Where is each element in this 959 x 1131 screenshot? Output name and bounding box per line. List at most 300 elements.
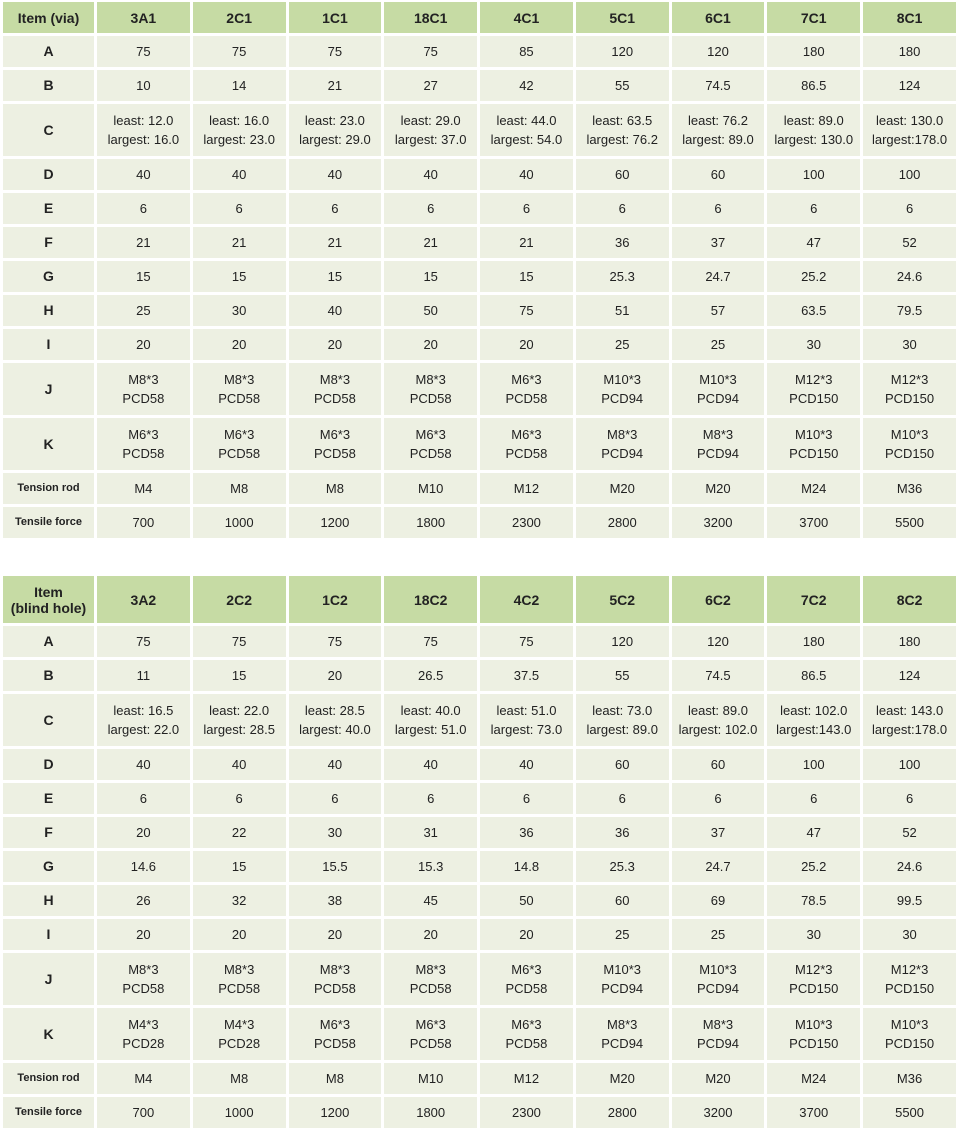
cell-text: PCD28 <box>218 1036 261 1051</box>
table-row <box>3 953 956 1005</box>
cell-text: 120 <box>611 44 634 59</box>
cell-text: PCD58 <box>122 391 165 406</box>
value-cell <box>767 1063 860 1094</box>
value-cell <box>672 694 765 746</box>
value-cell <box>863 70 956 101</box>
cell-text: PCD150 <box>884 446 935 461</box>
cell-text: 32 <box>231 893 247 908</box>
cell-text: 20 <box>231 927 247 942</box>
value-cell <box>767 418 860 470</box>
value-cell <box>480 783 573 814</box>
value-cell <box>480 261 573 292</box>
value-cell <box>384 749 477 780</box>
cell-text: largest: 102.0 <box>678 722 758 737</box>
cell-text: 3200 <box>703 515 733 530</box>
cell-text: 40 <box>231 167 247 182</box>
cell-text: 1800 <box>416 515 446 530</box>
value-cell <box>289 193 382 224</box>
cell-text: 1000 <box>224 1105 254 1120</box>
cell-text: 75 <box>423 44 438 59</box>
cell-text: M10*3 <box>794 427 833 442</box>
value-cell <box>193 159 286 190</box>
cell-text: 74.5 <box>705 668 731 683</box>
cell-text: 120 <box>707 44 729 59</box>
value-cell <box>767 885 860 916</box>
value-cell <box>193 261 286 292</box>
value-cell <box>863 261 956 292</box>
value-cell <box>576 694 669 746</box>
cell-text: 40 <box>423 757 438 772</box>
value-cell <box>193 104 286 156</box>
cell-text: largest: 22.0 <box>107 722 180 737</box>
value-cell <box>480 159 573 190</box>
model-header: 7C1 <box>767 2 860 33</box>
cell-text: 25 <box>614 927 630 942</box>
cell-text: 40 <box>519 167 534 182</box>
value-cell <box>289 363 382 415</box>
cell-text: PCD58 <box>409 1036 452 1051</box>
value-cell <box>863 660 956 691</box>
cell-text: largest: 54.0 <box>490 132 563 147</box>
value-cell <box>480 70 573 101</box>
cell-text: M8 <box>230 1071 249 1086</box>
cell-text: 24.7 <box>705 859 731 874</box>
value-cell <box>97 1063 190 1094</box>
value-cell <box>480 363 573 415</box>
value-cell <box>863 1063 956 1094</box>
value-cell <box>672 507 765 538</box>
cell-text: 6 <box>427 201 435 216</box>
cell-text: least: 16.0 <box>209 113 270 128</box>
row-label: K <box>3 1008 94 1060</box>
cell-text: 24.7 <box>705 269 731 284</box>
cell-text: 47 <box>806 235 821 250</box>
value-cell <box>289 295 382 326</box>
cell-text: 75 <box>231 634 247 649</box>
value-cell <box>193 193 286 224</box>
header-row <box>3 2 956 33</box>
value-cell <box>97 159 190 190</box>
cell-text: 25 <box>614 337 630 352</box>
cell-text: M20 <box>705 1071 731 1086</box>
cell-text: 15 <box>327 269 343 284</box>
cell-text: PCD58 <box>218 391 261 406</box>
cell-text: 31 <box>423 825 438 840</box>
table-row <box>3 363 956 415</box>
value-cell <box>384 953 477 1005</box>
model-header: 8C2 <box>863 576 956 623</box>
cell-text: least: 29.0 <box>400 113 461 128</box>
cell-text: PCD58 <box>218 446 261 461</box>
row-label: E <box>3 193 94 224</box>
value-cell <box>289 1097 382 1128</box>
cell-text: 25.3 <box>609 859 635 874</box>
table-row <box>3 1063 956 1094</box>
cell-text: 20 <box>136 825 151 840</box>
value-cell <box>480 1097 573 1128</box>
cell-text: M20 <box>609 481 635 496</box>
value-cell <box>97 817 190 848</box>
value-cell <box>289 329 382 360</box>
value-cell <box>863 1097 956 1128</box>
value-cell <box>480 851 573 882</box>
row-label: K <box>3 418 94 470</box>
value-cell <box>863 473 956 504</box>
cell-text: 20 <box>519 927 534 942</box>
table-row <box>3 1008 956 1060</box>
cell-text: largest: 76.2 <box>586 132 658 147</box>
cell-text: 86.5 <box>801 668 827 683</box>
value-cell <box>672 329 765 360</box>
value-cell <box>576 507 669 538</box>
value-cell <box>384 418 477 470</box>
cell-text: PCD94 <box>601 1036 644 1051</box>
value-cell <box>672 1097 765 1128</box>
cell-text: M10*3 <box>794 1017 833 1032</box>
cell-text: 700 <box>132 1105 155 1120</box>
row-label: F <box>3 227 94 258</box>
cell-text: M10*3 <box>603 372 641 387</box>
value-cell <box>480 1008 573 1060</box>
value-cell <box>97 1097 190 1128</box>
value-cell <box>97 626 190 657</box>
cell-text: M8*3 <box>223 372 255 387</box>
cell-text: M6*3 <box>511 372 542 387</box>
cell-text: largest: 37.0 <box>394 132 467 147</box>
value-cell <box>672 261 765 292</box>
cell-text: 15.5 <box>322 859 348 874</box>
cell-text: 26 <box>136 893 151 908</box>
value-cell <box>480 295 573 326</box>
model-header: 6C1 <box>672 2 765 33</box>
row-label: C <box>3 104 94 156</box>
cell-text: M6*3 <box>511 1017 542 1032</box>
cell-text: M8*3 <box>319 962 351 977</box>
value-cell <box>193 363 286 415</box>
value-cell <box>480 885 573 916</box>
table-row <box>3 329 956 360</box>
cell-text: PCD58 <box>313 446 356 461</box>
value-cell <box>384 36 477 67</box>
cell-text: PCD94 <box>697 1036 739 1051</box>
value-cell <box>289 626 382 657</box>
cell-text: 25 <box>710 337 726 352</box>
value-cell <box>672 1063 765 1094</box>
cell-text: 22 <box>231 825 247 840</box>
value-cell <box>863 193 956 224</box>
cell-text: PCD58 <box>218 981 261 996</box>
value-cell <box>767 261 860 292</box>
value-cell <box>672 919 765 950</box>
value-cell <box>576 783 669 814</box>
value-cell <box>384 694 477 746</box>
value-cell <box>672 626 765 657</box>
value-cell <box>767 851 860 882</box>
cell-text: 100 <box>802 757 825 772</box>
value-cell <box>384 1097 477 1128</box>
cell-text: 20 <box>327 668 343 683</box>
row-label: E <box>3 783 94 814</box>
value-cell <box>480 507 573 538</box>
table-row <box>3 851 956 882</box>
value-cell <box>193 783 286 814</box>
value-cell <box>767 660 860 691</box>
cell-text: PCD94 <box>601 391 644 406</box>
cell-text: 5500 <box>895 1105 925 1120</box>
cell-text: 180 <box>898 44 921 59</box>
cell-text: 3700 <box>799 1105 829 1120</box>
cell-text: 100 <box>898 167 921 182</box>
cell-text: 20 <box>231 337 247 352</box>
cell-text: 14 <box>231 78 247 93</box>
value-cell <box>289 418 382 470</box>
value-cell <box>480 227 573 258</box>
value-cell <box>576 953 669 1005</box>
cell-text: 25 <box>710 927 726 942</box>
value-cell <box>576 70 669 101</box>
value-cell <box>289 473 382 504</box>
value-cell <box>97 783 190 814</box>
table-row <box>3 660 956 691</box>
value-cell <box>480 329 573 360</box>
value-cell <box>193 1097 286 1128</box>
cell-text: M4*3 <box>223 1017 255 1032</box>
value-cell <box>767 817 860 848</box>
value-cell <box>767 36 860 67</box>
cell-text: least: 12.0 <box>113 113 174 128</box>
cell-text: largest: 23.0 <box>203 132 275 147</box>
value-cell <box>193 473 286 504</box>
cell-text: largest:178.0 <box>871 132 948 147</box>
cell-text: largest: 40.0 <box>299 722 371 737</box>
cell-text: 63.5 <box>801 303 827 318</box>
cell-text: 11 <box>136 668 151 683</box>
cell-text: 20 <box>423 337 438 352</box>
cell-text: 40 <box>327 303 343 318</box>
cell-text: 15 <box>231 269 247 284</box>
cell-text: PCD150 <box>884 1036 935 1051</box>
cell-text: 180 <box>898 634 921 649</box>
cell-text: PCD150 <box>884 391 935 406</box>
cell-text: largest: 89.0 <box>682 132 754 147</box>
cell-text: 25.2 <box>801 859 827 874</box>
cell-text: M8 <box>325 481 344 496</box>
cell-text: 55 <box>614 78 630 93</box>
value-cell <box>672 227 765 258</box>
cell-text: 40 <box>519 757 534 772</box>
value-cell <box>672 193 765 224</box>
row-label: B <box>3 660 94 691</box>
row-label: H <box>3 885 94 916</box>
value-cell <box>480 193 573 224</box>
cell-text: 1200 <box>320 515 350 530</box>
value-cell <box>863 363 956 415</box>
row-label: A <box>3 36 94 67</box>
cell-text: 6 <box>139 201 147 216</box>
value-cell <box>384 193 477 224</box>
cell-text: 75 <box>327 634 343 649</box>
item-header: Item (blind hole) <box>3 576 94 623</box>
cell-text: M10*3 <box>699 962 737 977</box>
cell-text: 75 <box>136 634 151 649</box>
row-label: B <box>3 70 94 101</box>
cell-text: 25.2 <box>801 269 827 284</box>
value-cell <box>193 507 286 538</box>
cell-text: least: 16.5 <box>113 703 174 718</box>
cell-text: M6*3 <box>415 427 446 442</box>
value-cell <box>384 295 477 326</box>
value-cell <box>672 159 765 190</box>
cell-text: 37 <box>710 235 726 250</box>
row-label: D <box>3 159 94 190</box>
value-cell <box>193 1008 286 1060</box>
cell-text: 21 <box>423 235 438 250</box>
cell-text: 75 <box>423 634 438 649</box>
cell-text: 40 <box>136 757 151 772</box>
value-cell <box>576 193 669 224</box>
table-row <box>3 919 956 950</box>
value-cell <box>384 783 477 814</box>
cell-text: M36 <box>896 481 923 496</box>
cell-text: M8*3 <box>702 427 734 442</box>
value-cell <box>384 626 477 657</box>
cell-text: 40 <box>327 757 343 772</box>
cell-text: PCD94 <box>601 981 644 996</box>
cell-text: 700 <box>132 515 155 530</box>
cell-text: 100 <box>802 167 825 182</box>
cell-text: 6 <box>810 201 818 216</box>
row-label: F <box>3 817 94 848</box>
row-label: I <box>3 919 94 950</box>
value-cell <box>672 363 765 415</box>
cell-text: 75 <box>519 303 534 318</box>
cell-text: M12*3 <box>794 372 833 387</box>
model-header: 3A1 <box>97 2 190 33</box>
cell-text: largest: 89.0 <box>586 722 658 737</box>
model-header: 1C1 <box>289 2 382 33</box>
cell-text: 2300 <box>511 515 541 530</box>
value-cell <box>767 473 860 504</box>
value-cell <box>576 104 669 156</box>
cell-text: PCD150 <box>789 446 839 461</box>
value-cell <box>767 783 860 814</box>
cell-text: 86.5 <box>801 78 827 93</box>
cell-text: least: 44.0 <box>496 113 557 128</box>
value-cell <box>672 885 765 916</box>
cell-text: 180 <box>802 44 825 59</box>
value-cell <box>576 919 669 950</box>
cell-text: 25 <box>136 303 151 318</box>
value-cell <box>767 626 860 657</box>
cell-text: least: 89.0 <box>783 113 844 128</box>
value-cell <box>384 919 477 950</box>
cell-text: least: 63.5 <box>592 113 653 128</box>
cell-text: 78.5 <box>801 893 827 908</box>
cell-text: 6 <box>522 201 531 216</box>
cell-text: 6 <box>714 791 722 806</box>
cell-text: 40 <box>231 757 247 772</box>
cell-text: M8*3 <box>223 962 255 977</box>
value-cell <box>863 694 956 746</box>
cell-text: 20 <box>136 927 151 942</box>
cell-text: 6 <box>427 791 435 806</box>
cell-text: 75 <box>327 44 343 59</box>
table-row <box>3 295 956 326</box>
value-cell <box>193 295 286 326</box>
cell-text: M8*3 <box>607 1017 638 1032</box>
cell-text: PCD150 <box>789 391 839 406</box>
value-cell <box>767 749 860 780</box>
value-cell <box>289 1008 382 1060</box>
row-label: C <box>3 694 94 746</box>
cell-text: M8*3 <box>415 962 446 977</box>
cell-text: 2800 <box>607 1105 637 1120</box>
cell-text: 3700 <box>799 515 829 530</box>
row-label: G <box>3 261 94 292</box>
value-cell <box>863 885 956 916</box>
cell-text: 75 <box>136 44 151 59</box>
cell-text: 120 <box>707 634 729 649</box>
cell-text: PCD58 <box>122 446 165 461</box>
value-cell <box>289 817 382 848</box>
cell-text: PCD150 <box>884 981 935 996</box>
cell-text: M6*3 <box>511 962 542 977</box>
table-row <box>3 1097 956 1128</box>
value-cell <box>97 473 190 504</box>
cell-text: 6 <box>139 791 147 806</box>
table-row <box>3 193 956 224</box>
value-cell <box>97 507 190 538</box>
cell-text: 3200 <box>703 1105 733 1120</box>
table-row <box>3 261 956 292</box>
cell-text: least: 73.0 <box>592 703 653 718</box>
cell-text: M12*3 <box>890 962 929 977</box>
cell-text: M10*3 <box>699 372 737 387</box>
cell-text: 14.6 <box>130 859 157 874</box>
value-cell <box>384 473 477 504</box>
cell-text: 79.5 <box>896 303 923 318</box>
cell-text: M24 <box>801 1071 827 1086</box>
row-label: I <box>3 329 94 360</box>
value-cell <box>672 851 765 882</box>
cell-text: 6 <box>331 791 339 806</box>
model-header: 2C2 <box>193 576 286 623</box>
value-cell <box>289 36 382 67</box>
cell-text: 60 <box>614 757 630 772</box>
model-header: 5C1 <box>576 2 669 33</box>
table-row <box>3 507 956 538</box>
cell-text: 36 <box>519 825 534 840</box>
row-label: Tension rod <box>3 1063 94 1094</box>
row-label: J <box>3 363 94 415</box>
cell-text: 40 <box>423 167 438 182</box>
value-cell <box>289 261 382 292</box>
cell-text: M12*3 <box>794 962 833 977</box>
cell-text: 27 <box>423 78 438 93</box>
value-cell <box>384 261 477 292</box>
cell-text: PCD94 <box>697 981 739 996</box>
cell-text: 37 <box>710 825 726 840</box>
table-row <box>3 159 956 190</box>
cell-text: M10*3 <box>890 1017 929 1032</box>
cell-text: M8*3 <box>319 372 351 387</box>
table-row <box>3 70 956 101</box>
cell-text: 20 <box>423 927 438 942</box>
cell-text: M6*3 <box>319 1017 351 1032</box>
model-header: 8C1 <box>863 2 956 33</box>
cell-text: M12*3 <box>890 372 929 387</box>
cell-text: 42 <box>519 78 534 93</box>
